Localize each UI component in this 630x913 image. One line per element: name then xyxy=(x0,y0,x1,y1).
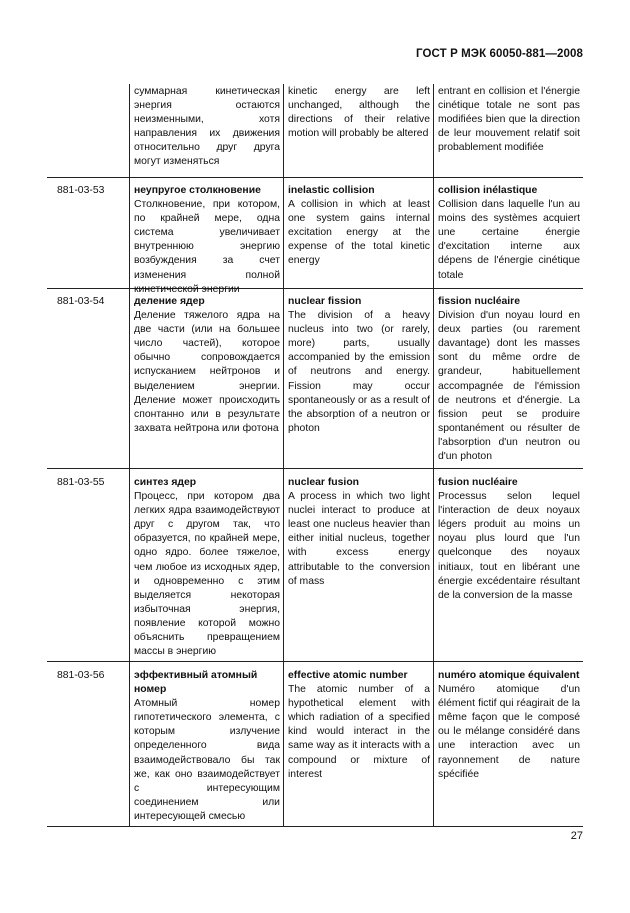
table-row xyxy=(47,662,583,827)
french-term: fission nucléaire xyxy=(438,296,520,307)
term-id xyxy=(47,84,130,177)
french-cell xyxy=(434,469,583,661)
french-cell xyxy=(434,662,583,826)
french-definition: entrant en collision et l'énergie cinétique totale ne sont pas modifiées bien que la direction de leur mouvement relatif soit probablement modifiée xyxy=(438,86,580,154)
french-cell xyxy=(434,289,583,468)
french-cell xyxy=(434,178,583,288)
english-cell xyxy=(284,662,434,826)
terminology-table xyxy=(47,84,583,827)
french-cell xyxy=(434,84,583,177)
english-cell xyxy=(284,469,434,661)
table-row xyxy=(47,289,583,469)
english-term: nuclear fission xyxy=(288,296,362,307)
russian-cell xyxy=(130,662,284,826)
english-cell xyxy=(284,289,434,468)
english-definition: A collision in which at least one system gains internal excitation energy at the expense of the total kinetic energy xyxy=(288,199,430,267)
english-definition: A process in which two light nuclei interact to produce at least one nucleus heavier than either initial nucleus, together with excess energy attributable to the conversion of mass xyxy=(288,491,430,587)
english-cell xyxy=(284,84,434,177)
table-row xyxy=(47,469,583,662)
russian-cell xyxy=(130,84,284,177)
term-id: 881-03-54 xyxy=(47,289,130,468)
table-row xyxy=(47,84,583,178)
russian-cell xyxy=(130,178,284,295)
table-row xyxy=(47,178,583,295)
english-cell xyxy=(284,178,434,288)
english-term: nuclear fusion xyxy=(288,477,360,488)
english-definition: The atomic number of a hypothetical element with which radiation of a specified kind would interact in the same way as it interacts with a compound or mixture of interest xyxy=(288,684,430,780)
russian-definition: Столкновение, при котором, по крайней мере, одна система увеличивает внутреннюю энергию возбуждения за счет изменения полной кинетической энергии xyxy=(134,199,280,295)
russian-definition: Процесс, при котором два легких ядра взаимодействуют друг с другом так, что образуется, по крайней мере, одно ядро. более тяжелое, чем любое из исходных ядер, и одновременно с этим выделяется некоторая избыточная энергия, появление которой можно объяснить превращением массы в энергию xyxy=(134,491,280,658)
russian-term: эффективный атомный номер xyxy=(134,670,258,696)
russian-definition: Атомный номер гипотетического элемента, с которым излучение определенного вида взаимодействовало бы так же, как оно взаимодействует с интересующим соединением или интересующей смесью xyxy=(134,698,280,822)
french-term: fusion nucléaire xyxy=(438,477,518,488)
russian-definition: Деление тяжелого ядра на две части (или на большее число частей), которое обычно сопровождается испусканием нейтронов и выделением энергии. Деление может происходить спонтанно или в результате захвата нейтрона или фотона xyxy=(134,310,280,434)
french-definition: Collision dans laquelle l'un au moins des systèmes acquiert une certaine énergie d'excitation interne aux dépens de l'énergie cinétique totale xyxy=(438,199,580,281)
french-definition: Division d'un noyau lourd en deux parties (ou rarement davantage) dont les masses sont du même ordre de grandeur, habituellement accompagnée de l'émission de neutrons et d'énergie. La fission peut se produire spontanément ou résulter de l'absorption d'un neutron ou d'un photon xyxy=(438,310,580,463)
term-id: 881-03-55 xyxy=(47,469,130,661)
french-term: numéro atomique équivalent xyxy=(438,670,580,681)
russian-cell xyxy=(130,469,284,661)
term-id: 881-03-56 xyxy=(47,662,130,826)
page-number: 27 xyxy=(570,830,583,842)
russian-term: деление ядер xyxy=(134,296,205,307)
english-definition: kinetic energy are left unchanged, although the directions of their relative motion will probably be altered xyxy=(288,86,430,140)
french-definition: Processus selon lequel l'interaction de deux noyaux légers produit au moins un noyau plus lourd que l'un quelconque des noyaux initiaux, tout en libérant une énergie excédentaire résultant de la conversion de la masse xyxy=(438,491,580,601)
russian-cell xyxy=(130,289,284,468)
russian-term: неупругое столкновение xyxy=(134,185,261,196)
english-definition: The division of a heavy nucleus into two (or rarely, more) parts, usually accompanied by the emission of neutrons and energy. Fission may occur spontaneously or as a result of the absorption of a neutron or photon xyxy=(288,310,430,434)
french-term: collision inélastique xyxy=(438,185,538,196)
document-header: ГОСТ Р МЭК 60050-881—2008 xyxy=(416,48,583,60)
russian-term: синтез ядер xyxy=(134,477,197,488)
english-term: effective atomic number xyxy=(288,670,408,681)
russian-definition: суммарная кинетическая энергия остаются неизменными, хотя направления их движения относительно друг друга могут изменяться xyxy=(134,86,280,168)
english-term: inelastic collision xyxy=(288,185,375,196)
french-definition: Numéro atomique d'un élément fictif qui réagirait de la même façon que le composé ou le mélange considéré dans une interaction avec un rayonnement de nature spécifiée xyxy=(438,684,580,780)
term-id: 881-03-53 xyxy=(47,178,130,288)
